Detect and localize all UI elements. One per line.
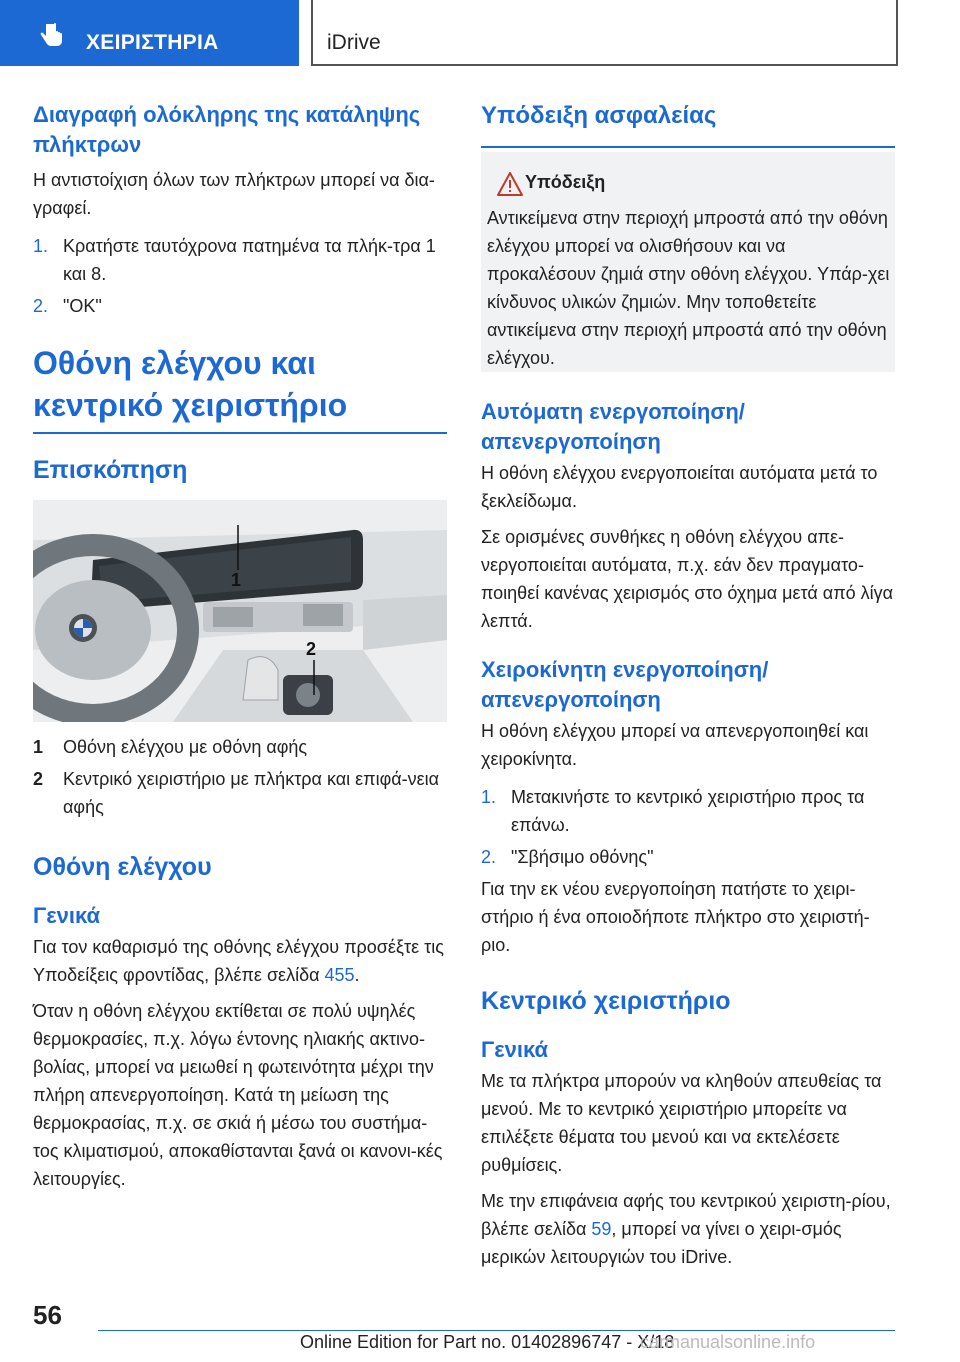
notice-box: [481, 152, 895, 372]
chapter-header: [311, 0, 898, 66]
step-text: Μετακινήστε το κεντρικό χειριστήριο προς τα επάνω.: [511, 787, 865, 835]
erase-step-2: [33, 292, 447, 320]
legend-number: 2: [33, 769, 44, 789]
chapter-label: iDrive: [327, 31, 381, 54]
left-column-lower: [33, 733, 447, 1193]
step-number: 1.: [481, 787, 497, 807]
auto-paragraph-1: Η οθόνη ελέγχου ενεργοποιείται αυτόματα μετά το ξεκλείδωμα.: [481, 463, 878, 511]
general-paragraph-1: Για τον καθαρισμό της οθόνης ελέγχου προσέξτε τις Υποδείξεις φροντίδας, βλέπε σελίδα 455.: [33, 937, 444, 985]
manual-paragraph-1: Η οθόνη ελέγχου μπορεί να απενεργοποιηθεί και χειροκίνητα.: [481, 721, 869, 769]
control-display-title: Οθόνη ελέγχου: [33, 853, 212, 881]
step-text: "Σβήσιμο οθόνης": [511, 847, 654, 867]
callout-2: 2: [306, 639, 317, 659]
general-paragraph-2: Όταν η οθόνη ελέγχου εκτίθεται σε πολύ υψηλές θερμοκρασίες, π.χ. λόγω έντονης ηλιακής ακτινο-βολίας, μπορεί να μειωθεί η φωτεινότητα μέχρι την πλήρη απενεργοποίηση. Κατά τη μείωση της θερμοκρασίας, π.χ. σε σκιά ή μέσω του συστήμα-τος κλιματισμού, αποκαθίστανται ξανά οι κανονι-κές λειτουργίες.: [33, 1001, 443, 1189]
right-column-lower: [481, 397, 895, 1271]
auto-paragraph-2: Σε ορισμένες συνθήκες η οθόνη ελέγχου απε-νεργοποιείται αυτόματα, π.χ. εάν δεν πραγματο-ποιηθεί κανένας χειρισμός στο όχημα μετά από λίγα λεπτά.: [481, 527, 894, 631]
left-column: [33, 100, 447, 486]
step-text: Κρατήστε ταυτόχρονα πατημένα τα πλήκ-τρα 1 και 8.: [63, 236, 436, 284]
controller-title: Κεντρικό χειριστήριο: [481, 987, 731, 1015]
warning-icon: [497, 172, 523, 196]
step-number: 2.: [33, 296, 49, 316]
right-column: [481, 100, 895, 148]
legend-number: 1: [33, 737, 44, 757]
edition-text: Online Edition for Part no. 01402896747 - X/18: [300, 1332, 675, 1352]
page-number: 56: [33, 1300, 62, 1330]
title-rule: [33, 432, 447, 434]
section-label: ΧΕΙΡΙΣΤΗΡΙΑ: [86, 31, 219, 54]
general-title: Γενικά: [33, 903, 101, 928]
callout-1: 1: [231, 570, 242, 590]
step-number: 2.: [481, 847, 497, 867]
controller-paragraph-2: Με την επιφάνεια αφής του κεντρικού χειριστη-ρίου, βλέπε σελίδα 59, μπορεί να γίνει ο χειρι-σμός μερικών λειτουργιών του iDrive.: [481, 1191, 891, 1267]
legend-item-2: [33, 765, 447, 821]
dashboard-illustration: [33, 500, 447, 722]
cockpit-image: [33, 500, 447, 722]
step-text: "OK": [63, 296, 102, 316]
controller-general-title: Γενικά: [481, 1037, 549, 1062]
controller-paragraph-1: Με τα πλήκτρα μπορούν να κληθούν απευθείας τα μενού. Με το κεντρικό χειριστήριο μπορείτε να επιλέξετε θέματα του μενού και να εκτελέσετε ρυθμίσεις.: [481, 1071, 882, 1175]
notice-title: Υπόδειξη: [525, 172, 606, 192]
main-title: Οθόνη ελέγχου και κεντρικό χειριστήριο: [33, 345, 348, 423]
overview-title: Επισκόπηση: [33, 456, 188, 484]
watermark: carmanualsonline.info: [640, 1332, 816, 1352]
step-number: 1.: [33, 236, 49, 256]
safety-rule: [481, 146, 895, 148]
erase-title: Διαγραφή ολόκληρης της κατάληψης πλήκτρων: [33, 102, 421, 157]
manual-step-2: [481, 843, 895, 871]
legend-text: Οθόνη ελέγχου με οθόνη αφής: [63, 737, 308, 757]
auto-title: Αυτόματη ενεργοποίηση/ απενεργοποίηση: [481, 399, 745, 454]
erase-text: Η αντιστοίχιση όλων των πλήκτρων μπορεί να δια-γραφεί.: [33, 170, 435, 218]
hand-pointer-icon: [40, 22, 64, 48]
legend-text: Κεντρικό χειριστήριο με πλήκτρα και επιφά-νεια αφής: [63, 769, 440, 817]
safety-title: Υπόδειξη ασφαλείας: [481, 102, 717, 129]
footer-rule: [98, 1330, 895, 1331]
section-tab[interactable]: [0, 0, 299, 66]
manual-step-1: [481, 783, 895, 839]
erase-step-1: [33, 232, 447, 288]
page-link-455[interactable]: 455: [324, 965, 355, 985]
legend-item-1: [33, 733, 447, 761]
manual-title: Χειροκίνητη ενεργοποίηση/ απενεργοποίηση: [481, 657, 769, 712]
manual-paragraph-2: Για την εκ νέου ενεργοποίηση πατήστε το χειρι-στήριο ή ένα οποιοδήποτε πλήκτρο στο χειριστή-ριο.: [481, 879, 870, 955]
page-link-59[interactable]: 59: [591, 1219, 612, 1239]
notice-text: Αντικείμενα στην περιοχή μπροστά από την οθόνη ελέγχου μπορεί να ολισθήσουν και να προκαλέσουν ζημιά στην οθόνη ελέγχου. Υπάρ-χει κίνδυνος υλικών ζημιών. Μην τοποθετείτε αντικείμενα στην περιοχή μπροστά από την οθόνη ελέγχου.: [487, 208, 890, 368]
